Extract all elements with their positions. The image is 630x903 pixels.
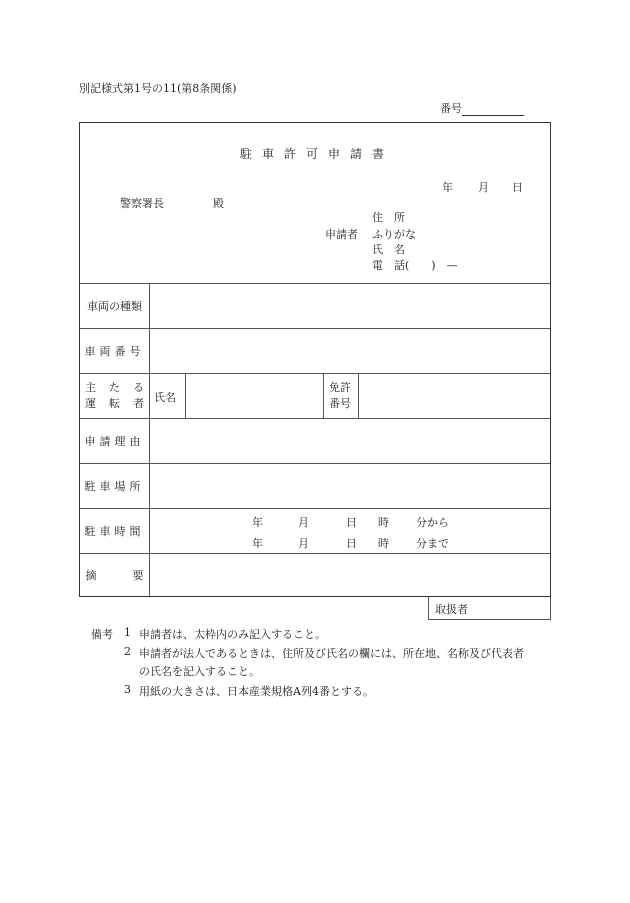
reason-label: 申請理由 xyxy=(84,434,145,448)
row-divider xyxy=(80,328,550,329)
license-label xyxy=(329,380,351,412)
number-label: 番号 xyxy=(440,102,462,115)
time-to-hour: 時 xyxy=(378,537,389,550)
application-form xyxy=(79,122,551,597)
license-label-line2: 番号 xyxy=(329,397,351,410)
remarks-label xyxy=(80,553,180,596)
note-text-continued: の氏名を記入すること。 xyxy=(139,665,260,678)
note-number: 1 xyxy=(124,626,131,639)
row-divider xyxy=(80,553,550,554)
handler-label: 取扱者 xyxy=(435,603,468,616)
time-from-year: 年 xyxy=(252,516,263,529)
license-label-line1: 免許 xyxy=(329,381,351,394)
note-number: 3 xyxy=(124,683,131,696)
number-field[interactable] xyxy=(440,100,524,116)
license-divider-left xyxy=(323,373,324,418)
time-to-year: 年 xyxy=(252,537,263,550)
time-from-day: 日 xyxy=(346,516,357,529)
number-underline xyxy=(462,103,524,116)
driver-name-divider xyxy=(185,373,186,418)
form-reference: 別記様式第1号の11(第8条関係) xyxy=(79,82,237,95)
note-text: 申請者は、太枠内のみ記入すること。 xyxy=(139,628,326,641)
row-divider xyxy=(80,508,550,509)
time-to-minute: 分まで xyxy=(416,537,449,550)
time-from-month: 月 xyxy=(298,516,309,529)
row-divider xyxy=(80,373,550,374)
row-divider xyxy=(80,463,550,464)
form-title: 駐車許可申請書 xyxy=(240,147,395,161)
remarks-label-text: 摘要 xyxy=(85,568,180,582)
label-column-divider xyxy=(149,283,150,596)
handler-box xyxy=(428,597,551,620)
vehicle-number-label: 車両番号 xyxy=(84,344,145,358)
note-number: 2 xyxy=(124,645,131,658)
time-to-month: 月 xyxy=(298,537,309,550)
name-label[interactable]: 氏 名 xyxy=(372,243,405,256)
driver-name-label: 氏名 xyxy=(154,391,176,404)
driver-label-line2: 運転者 xyxy=(85,396,157,410)
time-label: 駐車時間 xyxy=(84,524,145,538)
time-from-minute: 分から xyxy=(416,516,449,529)
applicant-label: 申請者 xyxy=(325,228,358,241)
driver-label xyxy=(80,373,157,418)
license-divider-right xyxy=(358,373,359,418)
address-label[interactable]: 住 所 xyxy=(372,211,405,224)
row-divider xyxy=(80,418,550,419)
phone-label[interactable]: 電 話( ) — xyxy=(372,259,458,272)
note-text: 用紙の大きさは、日本産業規格A列4番とする。 xyxy=(139,685,374,698)
date-month[interactable]: 月 xyxy=(478,181,489,194)
time-to-day: 日 xyxy=(346,537,357,550)
furigana-label[interactable]: ふりがな xyxy=(372,228,416,241)
date-year[interactable]: 年 xyxy=(442,181,453,194)
note-text: 申請者が法人であるときは、住所及び氏名の欄には、所在地、名称及び代表者 xyxy=(139,647,524,660)
row-divider xyxy=(80,283,550,284)
vehicle-type-label: 車両の種類 xyxy=(87,299,142,313)
location-label: 駐車場所 xyxy=(84,479,145,493)
addressee[interactable]: 警察署長 xyxy=(120,197,164,210)
notes-heading: 備考 xyxy=(91,628,113,641)
date-day[interactable]: 日 xyxy=(512,181,523,194)
time-from-hour: 時 xyxy=(378,516,389,529)
honorific: 殿 xyxy=(213,197,224,210)
driver-label-line1: 主たる xyxy=(85,380,157,394)
